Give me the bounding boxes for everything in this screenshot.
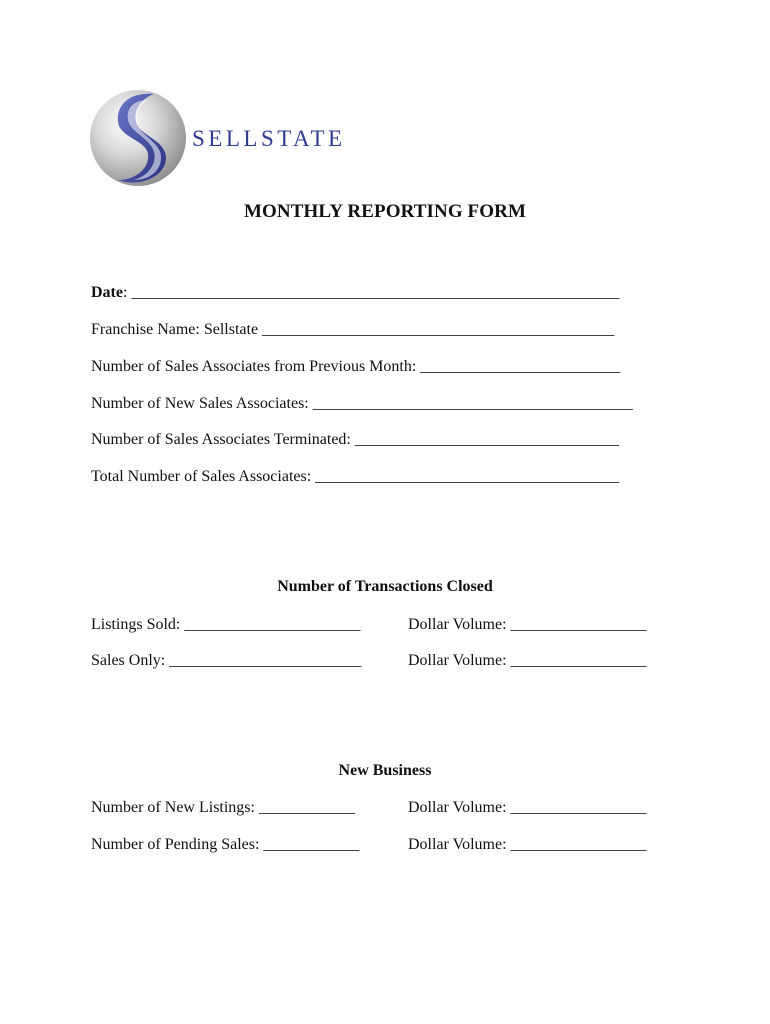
pending-sales-dollar-volume-row <box>408 835 647 855</box>
pending-sales-label: Number of Pending Sales: <box>91 836 260 853</box>
dollar-volume-label: Dollar Volume: <box>408 652 507 669</box>
listings-sold-label: Listings Sold: <box>91 616 181 633</box>
new-business-heading: New Business <box>338 762 432 779</box>
total-associates-row <box>91 467 619 487</box>
listings-sold-blank[interactable]: ______________________ <box>180 616 361 633</box>
sales-only-label: Sales Only: <box>91 652 166 669</box>
dollar-volume-blank[interactable]: _________________ <box>506 616 647 633</box>
dollar-volume-label: Dollar Volume: <box>408 799 507 816</box>
previous-month-associates-row <box>91 357 620 377</box>
sellstate-s-sphere-icon <box>88 88 188 188</box>
sales-only-dollar-volume-row <box>408 651 647 671</box>
new-listings-label: Number of New Listings: <box>91 799 255 816</box>
previous-month-associates-blank[interactable]: _________________________ <box>416 358 621 375</box>
pending-sales-blank[interactable]: ____________ <box>259 836 360 853</box>
transactions-heading: Number of Transactions Closed <box>277 578 493 595</box>
new-listings-row <box>91 798 355 818</box>
dollar-volume-label: Dollar Volume: <box>408 616 507 633</box>
date-field-row <box>91 283 619 303</box>
franchise-name-blank[interactable]: ____________________________________________ <box>258 321 615 338</box>
sellstate-logo <box>88 88 378 192</box>
date-label: Date <box>91 284 123 301</box>
dollar-volume-label: Dollar Volume: <box>408 836 507 853</box>
franchise-name-row <box>91 320 614 340</box>
new-listings-blank[interactable]: ____________ <box>254 799 355 816</box>
previous-month-associates-label: Number of Sales Associates from Previous Month: <box>91 358 417 375</box>
dollar-volume-blank[interactable]: _________________ <box>506 836 647 853</box>
listings-sold-row <box>91 615 360 635</box>
sales-only-blank[interactable]: ________________________ <box>165 652 362 669</box>
total-associates-blank[interactable]: ______________________________________ <box>311 468 620 485</box>
date-colon: : <box>122 284 128 301</box>
date-blank[interactable]: _____________________________________________________________ <box>127 284 620 301</box>
terminated-associates-label: Number of Sales Associates Terminated: <box>91 431 351 448</box>
total-associates-label: Total Number of Sales Associates: <box>91 468 312 485</box>
logo-wordmark: SELLSTATE <box>192 126 346 151</box>
new-associates-blank[interactable]: ________________________________________ <box>308 395 633 412</box>
dollar-volume-blank[interactable]: _________________ <box>506 652 647 669</box>
new-associates-row <box>91 394 633 414</box>
terminated-associates-blank[interactable]: _________________________________ <box>350 431 619 448</box>
form-title: MONTHLY REPORTING FORM <box>244 201 526 222</box>
new-associates-label: Number of New Sales Associates: <box>91 395 309 412</box>
new-listings-dollar-volume-row <box>408 798 647 818</box>
pending-sales-row <box>91 835 359 855</box>
franchise-name-label: Franchise Name: Sellstate <box>91 321 259 338</box>
dollar-volume-blank[interactable]: _________________ <box>506 799 647 816</box>
listings-sold-dollar-volume-row <box>408 615 647 635</box>
terminated-associates-row <box>91 430 619 450</box>
sales-only-row <box>91 651 361 671</box>
